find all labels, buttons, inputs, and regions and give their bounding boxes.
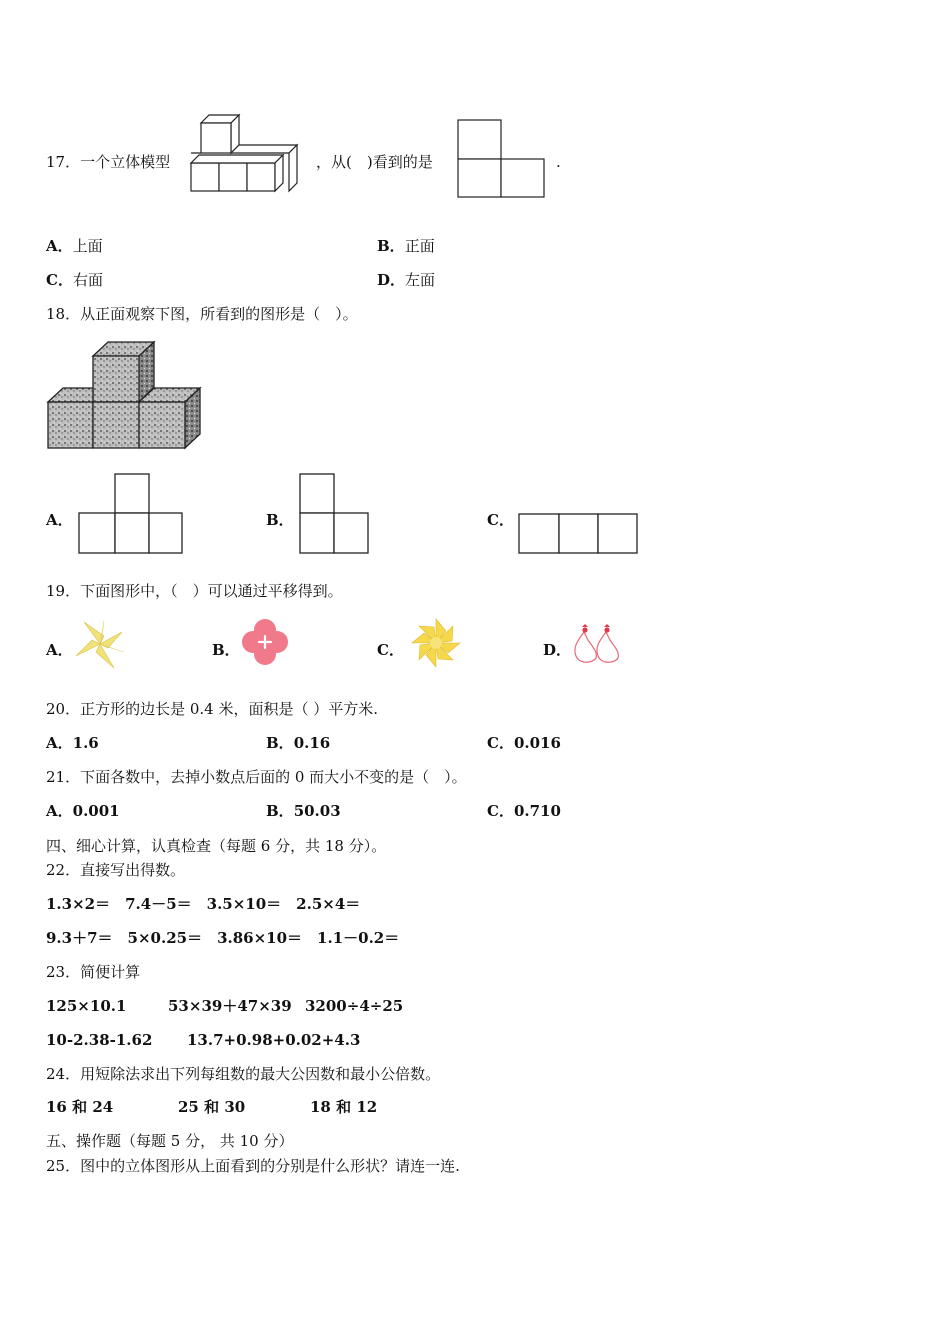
section-five-heading: 五、操作题（每题 5 分， 共 10 分） xyxy=(46,1132,294,1150)
option-letter: A． xyxy=(46,802,73,820)
option-letter: D． xyxy=(377,271,406,289)
pinwheel-icon[interactable] xyxy=(74,618,126,670)
q21-option-a[interactable] xyxy=(46,801,120,821)
q17-stem-end: . xyxy=(556,153,561,171)
q17-view-figure xyxy=(457,119,547,199)
q17-cube-model-figure xyxy=(190,113,300,193)
sun-pinwheel-icon[interactable] xyxy=(410,617,462,669)
option-text: 0.710 xyxy=(513,802,561,820)
q18-option-c-letter[interactable]: C． xyxy=(487,511,514,529)
q18-stem: 18．从正面观察下图，所看到的图形是（ ）。 xyxy=(46,305,358,323)
q17-stem-b: ，从( )看到的是 xyxy=(316,153,433,171)
option-letter: B． xyxy=(377,237,405,255)
q17-option-b[interactable] xyxy=(377,236,435,256)
q20-stem: 20．正方形的边长是 0.4 米，面积是（ ）平方米. xyxy=(46,700,379,718)
option-text: 1.6 xyxy=(72,734,99,752)
q20-option-a[interactable] xyxy=(46,733,99,753)
q23-item-3: 3200÷4÷25 xyxy=(305,997,404,1015)
q23-item-4: 10-2.38-1.62 xyxy=(46,1031,153,1049)
option-text: 左面 xyxy=(405,271,436,289)
q18-shaded-cube-figure xyxy=(46,340,206,455)
q24-item-2: 25 和 30 xyxy=(178,1098,246,1116)
q17-option-a[interactable] xyxy=(46,236,103,256)
q17-option-c[interactable] xyxy=(46,270,103,290)
option-text: 0.001 xyxy=(72,802,120,820)
option-text: 正面 xyxy=(404,237,435,255)
q18-option-b-figure[interactable] xyxy=(299,473,371,555)
q17-stem-a: 17．一个立体模型 xyxy=(46,153,171,171)
option-text: 0.016 xyxy=(513,734,561,752)
option-text: 右面 xyxy=(72,271,103,289)
q19-stem: 19．下面图形中，（ ）可以通过平移得到。 xyxy=(46,582,343,600)
q23-item-1: 125×10.1 xyxy=(46,997,127,1015)
q18-option-b-letter[interactable]: B． xyxy=(266,511,294,529)
q25-stem: 25．图中的立体图形从上面看到的分别是什么形状？请连一连. xyxy=(46,1157,460,1175)
option-letter: B． xyxy=(266,802,294,820)
q21-option-c[interactable] xyxy=(487,801,561,821)
twin-birds-icon[interactable] xyxy=(570,624,626,666)
option-letter: C． xyxy=(46,271,73,289)
q19-option-b-letter[interactable]: B． xyxy=(212,641,240,659)
q17-option-d[interactable] xyxy=(377,270,435,290)
option-letter: C． xyxy=(487,802,514,820)
q18-option-a-letter[interactable]: A． xyxy=(46,511,73,529)
option-text: 50.03 xyxy=(293,802,341,820)
q22-row-1: 1.3×2＝ 7.4－5＝ 3.5×10＝ 2.5×4＝ xyxy=(46,895,361,913)
option-letter: C． xyxy=(487,734,514,752)
q24-item-1: 16 和 24 xyxy=(46,1098,114,1116)
q20-option-b[interactable] xyxy=(266,733,330,753)
q19-option-c-letter[interactable]: C． xyxy=(377,641,404,659)
q23-stem: 23．简便计算 xyxy=(46,963,141,981)
option-text: 上面 xyxy=(72,237,103,255)
q23-item-2: 53×39＋47×39 xyxy=(168,997,292,1015)
q18-option-c-figure[interactable] xyxy=(518,513,640,555)
q18-option-a-figure[interactable] xyxy=(78,473,184,555)
q20-option-c[interactable] xyxy=(487,733,561,753)
option-text: 0.16 xyxy=(293,734,331,752)
section-four-heading: 四、细心计算，认真检查（每题 6 分，共 18 分）。 xyxy=(46,837,387,855)
q21-stem: 21．下面各数中，去掉小数点后面的 0 而大小不变的是（ ）。 xyxy=(46,768,467,786)
q21-option-b[interactable] xyxy=(266,801,341,821)
q19-option-a-letter[interactable]: A． xyxy=(46,641,73,659)
q23-item-5: 13.7+0.98+0.02+4.3 xyxy=(187,1031,361,1049)
q22-stem: 22．直接写出得数。 xyxy=(46,861,186,879)
flower-icon[interactable] xyxy=(240,618,290,666)
option-letter: A． xyxy=(46,237,73,255)
option-letter: A． xyxy=(46,734,73,752)
q24-stem: 24．用短除法求出下列每组数的最大公因数和最小公倍数。 xyxy=(46,1065,441,1083)
option-letter: B． xyxy=(266,734,294,752)
q24-item-3: 18 和 12 xyxy=(310,1098,378,1116)
q22-row-2: 9.3＋7＝ 5×0.25＝ 3.86×10＝ 1.1－0.2＝ xyxy=(46,929,400,947)
q19-option-d-letter[interactable]: D． xyxy=(543,641,572,659)
